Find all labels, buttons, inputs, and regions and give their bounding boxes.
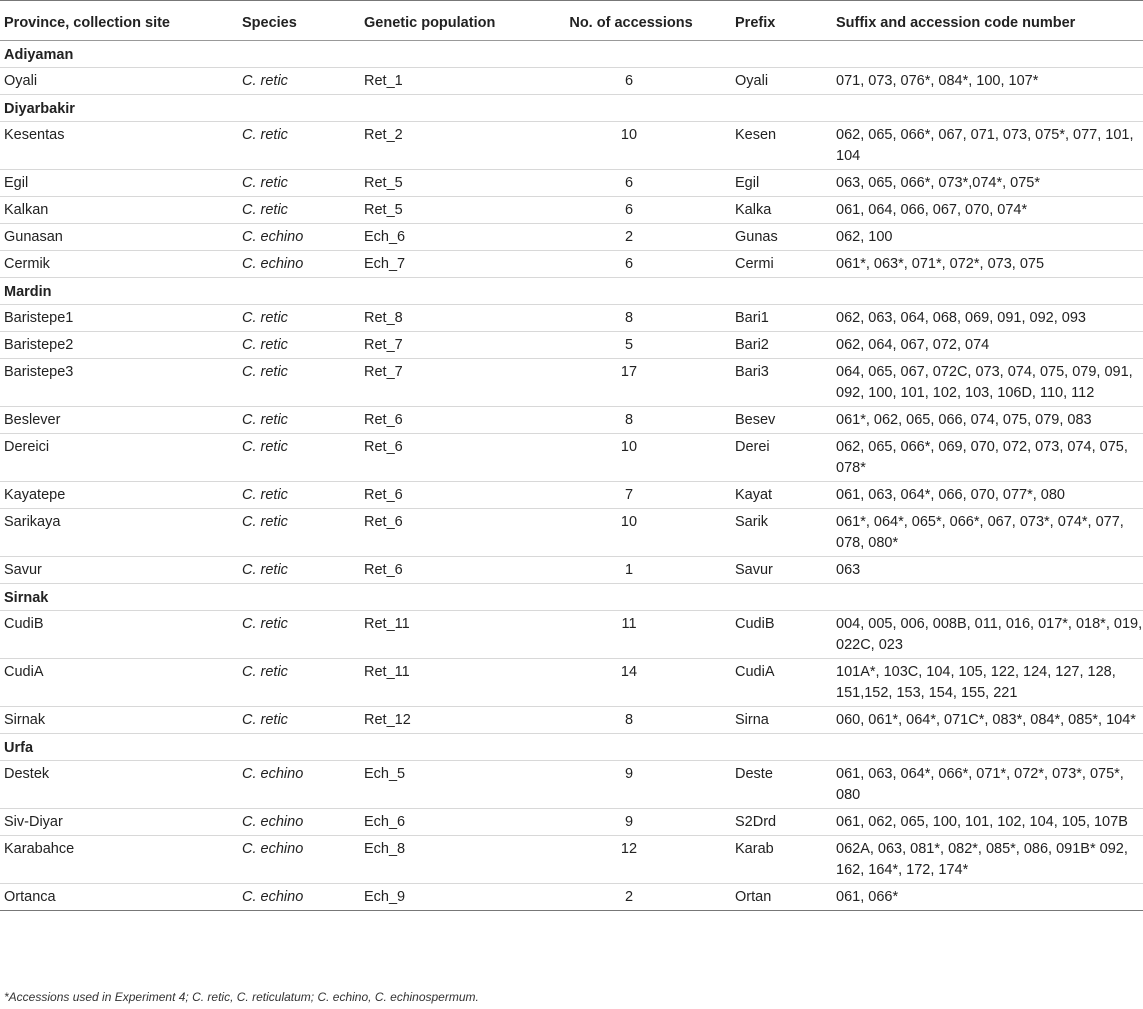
cell-site: Egil [0,170,238,197]
cell-site: Kalkan [0,197,238,224]
cell-population: Ret_6 [360,509,527,557]
table-row [0,251,1143,278]
cell-site: Karabahce [0,836,238,884]
cell-site: Sarikaya [0,509,238,557]
cell-count: 6 [527,197,731,224]
header-population: Genetic population [360,1,527,41]
table-row [0,482,1143,509]
cell-site: Kesentas [0,122,238,170]
cell-population: Ret_2 [360,122,527,170]
table-row [0,761,1143,809]
cell-count: 9 [527,761,731,809]
table-row [0,707,1143,734]
cell-site: CudiA [0,659,238,707]
cell-population: Ret_7 [360,332,527,359]
cell-species: C. retic [238,68,360,95]
cell-site: CudiB [0,611,238,659]
cell-codes: 071, 073, 076*, 084*, 100, 107* [832,68,1143,95]
cell-prefix: Cermi [731,251,832,278]
cell-population: Ech_5 [360,761,527,809]
cell-prefix: Gunas [731,224,832,251]
cell-species: C. retic [238,170,360,197]
province-name: Sirnak [0,584,1143,611]
cell-prefix: CudiB [731,611,832,659]
cell-count: 17 [527,359,731,407]
cell-prefix: S2Drd [731,809,832,836]
cell-codes: 062, 065, 066*, 069, 070, 072, 073, 074, 075, 078* [832,434,1143,482]
header-site: Province, collection site [0,1,238,41]
cell-population: Ret_6 [360,407,527,434]
cell-codes: 062, 064, 067, 072, 074 [832,332,1143,359]
cell-site: Gunasan [0,224,238,251]
cell-prefix: Bari3 [731,359,832,407]
cell-codes: 101A*, 103C, 104, 105, 122, 124, 127, 128, 151,152, 153, 154, 155, 221 [832,659,1143,707]
cell-species: C. echino [238,884,360,911]
cell-species: C. retic [238,557,360,584]
cell-site: Destek [0,761,238,809]
cell-count: 6 [527,251,731,278]
cell-count: 1 [527,557,731,584]
table-row [0,332,1143,359]
cell-codes: 062, 065, 066*, 067, 071, 073, 075*, 077, 101, 104 [832,122,1143,170]
cell-codes: 062, 063, 064, 068, 069, 091, 092, 093 [832,305,1143,332]
province-row [0,278,1143,305]
cell-codes: 061, 063, 064*, 066, 070, 077*, 080 [832,482,1143,509]
cell-species: C. retic [238,332,360,359]
cell-site: Cermik [0,251,238,278]
cell-species: C. echino [238,809,360,836]
cell-population: Ech_8 [360,836,527,884]
cell-count: 12 [527,836,731,884]
cell-codes: 064, 065, 067, 072C, 073, 074, 075, 079, 091, 092, 100, 101, 102, 103, 106D, 110, 112 [832,359,1143,407]
cell-count: 10 [527,434,731,482]
cell-count: 6 [527,170,731,197]
cell-prefix: Egil [731,170,832,197]
cell-prefix: Ortan [731,884,832,911]
cell-population: Ret_7 [360,359,527,407]
cell-site: Kayatepe [0,482,238,509]
cell-count: 2 [527,224,731,251]
cell-population: Ret_6 [360,482,527,509]
cell-prefix: Besev [731,407,832,434]
cell-site: Dereici [0,434,238,482]
cell-population: Ret_1 [360,68,527,95]
cell-species: C. retic [238,197,360,224]
cell-population: Ret_11 [360,611,527,659]
province-name: Diyarbakir [0,95,1143,122]
province-row [0,95,1143,122]
cell-site: Baristepe2 [0,332,238,359]
cell-count: 7 [527,482,731,509]
cell-population: Ech_7 [360,251,527,278]
cell-population: Ret_12 [360,707,527,734]
cell-species: C. retic [238,611,360,659]
header-count: No. of accessions [527,1,731,41]
cell-prefix: Deste [731,761,832,809]
cell-codes: 061*, 064*, 065*, 066*, 067, 073*, 074*, 077, 078, 080* [832,509,1143,557]
cell-prefix: Oyali [731,68,832,95]
cell-species: C. retic [238,305,360,332]
cell-species: C. retic [238,659,360,707]
table-row [0,659,1143,707]
table-row [0,122,1143,170]
cell-site: Ortanca [0,884,238,911]
cell-count: 10 [527,122,731,170]
cell-population: Ech_9 [360,884,527,911]
cell-prefix: Sirna [731,707,832,734]
province-row [0,734,1143,761]
table-footnote: *Accessions used in Experiment 4; C. retic, C. reticulatum; C. echino, C. echinospermum. [4,990,479,1004]
cell-population: Ret_6 [360,557,527,584]
cell-prefix: Derei [731,434,832,482]
cell-population: Ret_8 [360,305,527,332]
cell-site: Baristepe3 [0,359,238,407]
table-row [0,557,1143,584]
cell-codes: 062, 100 [832,224,1143,251]
table-row [0,197,1143,224]
cell-count: 8 [527,305,731,332]
province-name: Adiyaman [4,47,74,63]
cell-prefix: CudiA [731,659,832,707]
cell-population: Ret_11 [360,659,527,707]
cell-prefix: Sarik [731,509,832,557]
table-row [0,305,1143,332]
cell-site: Siv-Diyar [0,809,238,836]
table-row [0,170,1143,197]
cell-species: C. echino [238,836,360,884]
cell-species: C. retic [238,509,360,557]
cell-species: C. retic [238,707,360,734]
cell-count: 11 [527,611,731,659]
header-codes: Suffix and accession code number [832,1,1143,41]
cell-codes: 061*, 063*, 071*, 072*, 073, 075 [832,251,1143,278]
cell-count: 10 [527,509,731,557]
table-row [0,407,1143,434]
cell-count: 2 [527,884,731,911]
cell-prefix: Bari2 [731,332,832,359]
cell-count: 8 [527,407,731,434]
cell-species: C. retic [238,434,360,482]
cell-codes: 061, 064, 066, 067, 070, 074* [832,197,1143,224]
cell-codes: 063, 065, 066*, 073*,074*, 075* [832,170,1143,197]
table-row [0,224,1143,251]
cell-prefix: Savur [731,557,832,584]
cell-prefix: Kesen [731,122,832,170]
cell-prefix: Kalka [731,197,832,224]
table-row [0,809,1143,836]
province-row [0,584,1143,611]
cell-prefix: Karab [731,836,832,884]
table-row [0,884,1143,911]
cell-species: C. retic [238,407,360,434]
cell-count: 9 [527,809,731,836]
cell-site: Sirnak [0,707,238,734]
cell-population: Ret_5 [360,170,527,197]
cell-codes: 061*, 062, 065, 066, 074, 075, 079, 083 [832,407,1143,434]
table-row [0,611,1143,659]
table-body [0,41,1143,911]
cell-species: C. retic [238,359,360,407]
cell-species: C. echino [238,224,360,251]
cell-species: C. echino [238,761,360,809]
table-row [0,836,1143,884]
cell-site: Savur [0,557,238,584]
cell-count: 14 [527,659,731,707]
cell-population: Ech_6 [360,224,527,251]
table-row [0,68,1143,95]
header-prefix: Prefix [731,1,832,41]
cell-count: 6 [527,68,731,95]
cell-population: Ret_5 [360,197,527,224]
province-name: Urfa [0,734,1143,761]
cell-species: C. retic [238,122,360,170]
province-name: Mardin [0,278,1143,305]
cell-codes: 063 [832,557,1143,584]
cell-site: Baristepe1 [0,305,238,332]
cell-site: Oyali [0,68,238,95]
cell-population: Ret_6 [360,434,527,482]
cell-codes: 061, 062, 065, 100, 101, 102, 104, 105, 107B [832,809,1143,836]
cell-codes: 062A, 063, 081*, 082*, 085*, 086, 091B* 092, 162, 164*, 172, 174* [832,836,1143,884]
cell-species: C. retic [238,482,360,509]
header-row [0,1,1143,41]
cell-codes: 061, 063, 064*, 066*, 071*, 072*, 073*, 075*, 080 [832,761,1143,809]
cell-codes: 004, 005, 006, 008B, 011, 016, 017*, 018*, 019, 022C, 023 [832,611,1143,659]
header-species: Species [238,1,360,41]
cell-prefix: Bari1 [731,305,832,332]
table-row [0,509,1143,557]
cell-count: 8 [527,707,731,734]
cell-population: Ech_6 [360,809,527,836]
cell-codes: 060, 061*, 064*, 071C*, 083*, 084*, 085*, 104* [832,707,1143,734]
cell-site: Beslever [0,407,238,434]
province-row [0,41,1143,68]
cell-codes: 061, 066* [832,884,1143,911]
table-row [0,434,1143,482]
cell-species: C. echino [238,251,360,278]
cell-prefix: Kayat [731,482,832,509]
cell-count: 5 [527,332,731,359]
table-row [0,359,1143,407]
